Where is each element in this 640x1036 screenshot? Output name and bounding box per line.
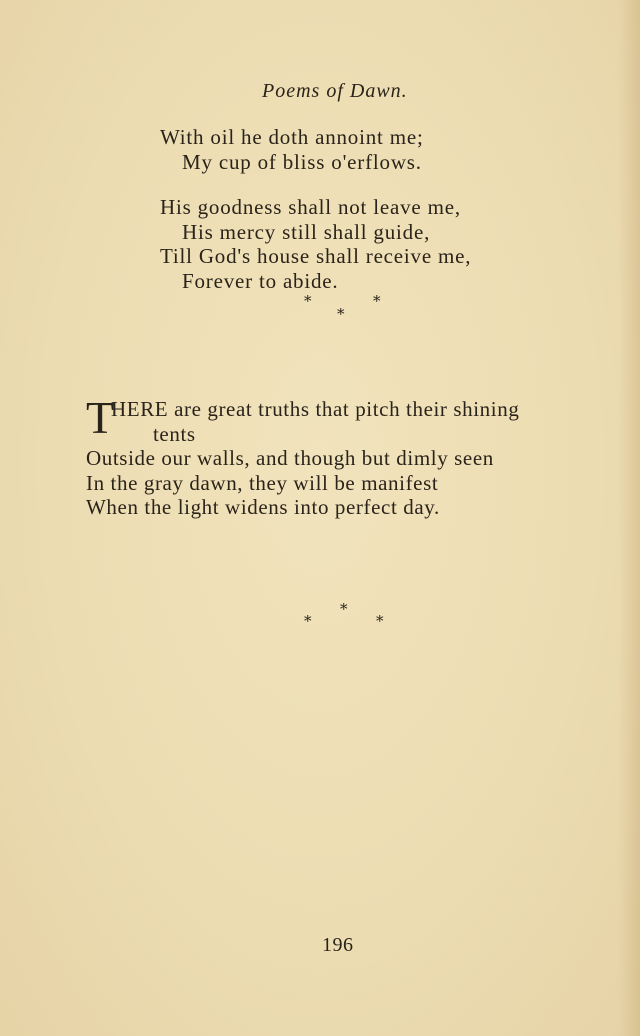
poem-stanza-2: [160, 195, 471, 293]
asterism-star: *: [373, 292, 381, 310]
first-line-text: HERE are great truths that pitch their shining: [111, 397, 520, 421]
asterism-star: *: [340, 600, 348, 618]
verse-line: When the light widens into perfect day.: [86, 495, 440, 519]
verse-line: His mercy still shall guide,: [182, 219, 431, 244]
verse-line: His goodness shall not leave me,: [160, 195, 461, 219]
page-number: 196: [322, 934, 354, 956]
verse-line: In the gray dawn, they will be manifest: [86, 470, 439, 495]
asterism-star: *: [304, 612, 312, 630]
verse-line-continuation: tents: [153, 421, 196, 446]
verse-line: Till God's house shall receive me,: [160, 244, 472, 268]
asterism-star: *: [304, 292, 312, 310]
poem-stanza-1: [160, 125, 424, 174]
page-edge-shadow: [618, 0, 640, 1036]
verse-line: With oil he doth annoint me;: [160, 125, 424, 149]
asterism-star: *: [337, 305, 345, 323]
running-head: Poems of Dawn.: [262, 80, 408, 102]
drop-cap: T: [86, 392, 115, 443]
asterism-star: *: [376, 612, 384, 630]
verse-line: Forever to abide.: [182, 268, 339, 293]
verse-line: My cup of bliss o'erflows.: [182, 149, 422, 174]
verse-line: Outside our walls, and though but dimly seen: [86, 446, 494, 470]
poem-2: [86, 392, 520, 520]
